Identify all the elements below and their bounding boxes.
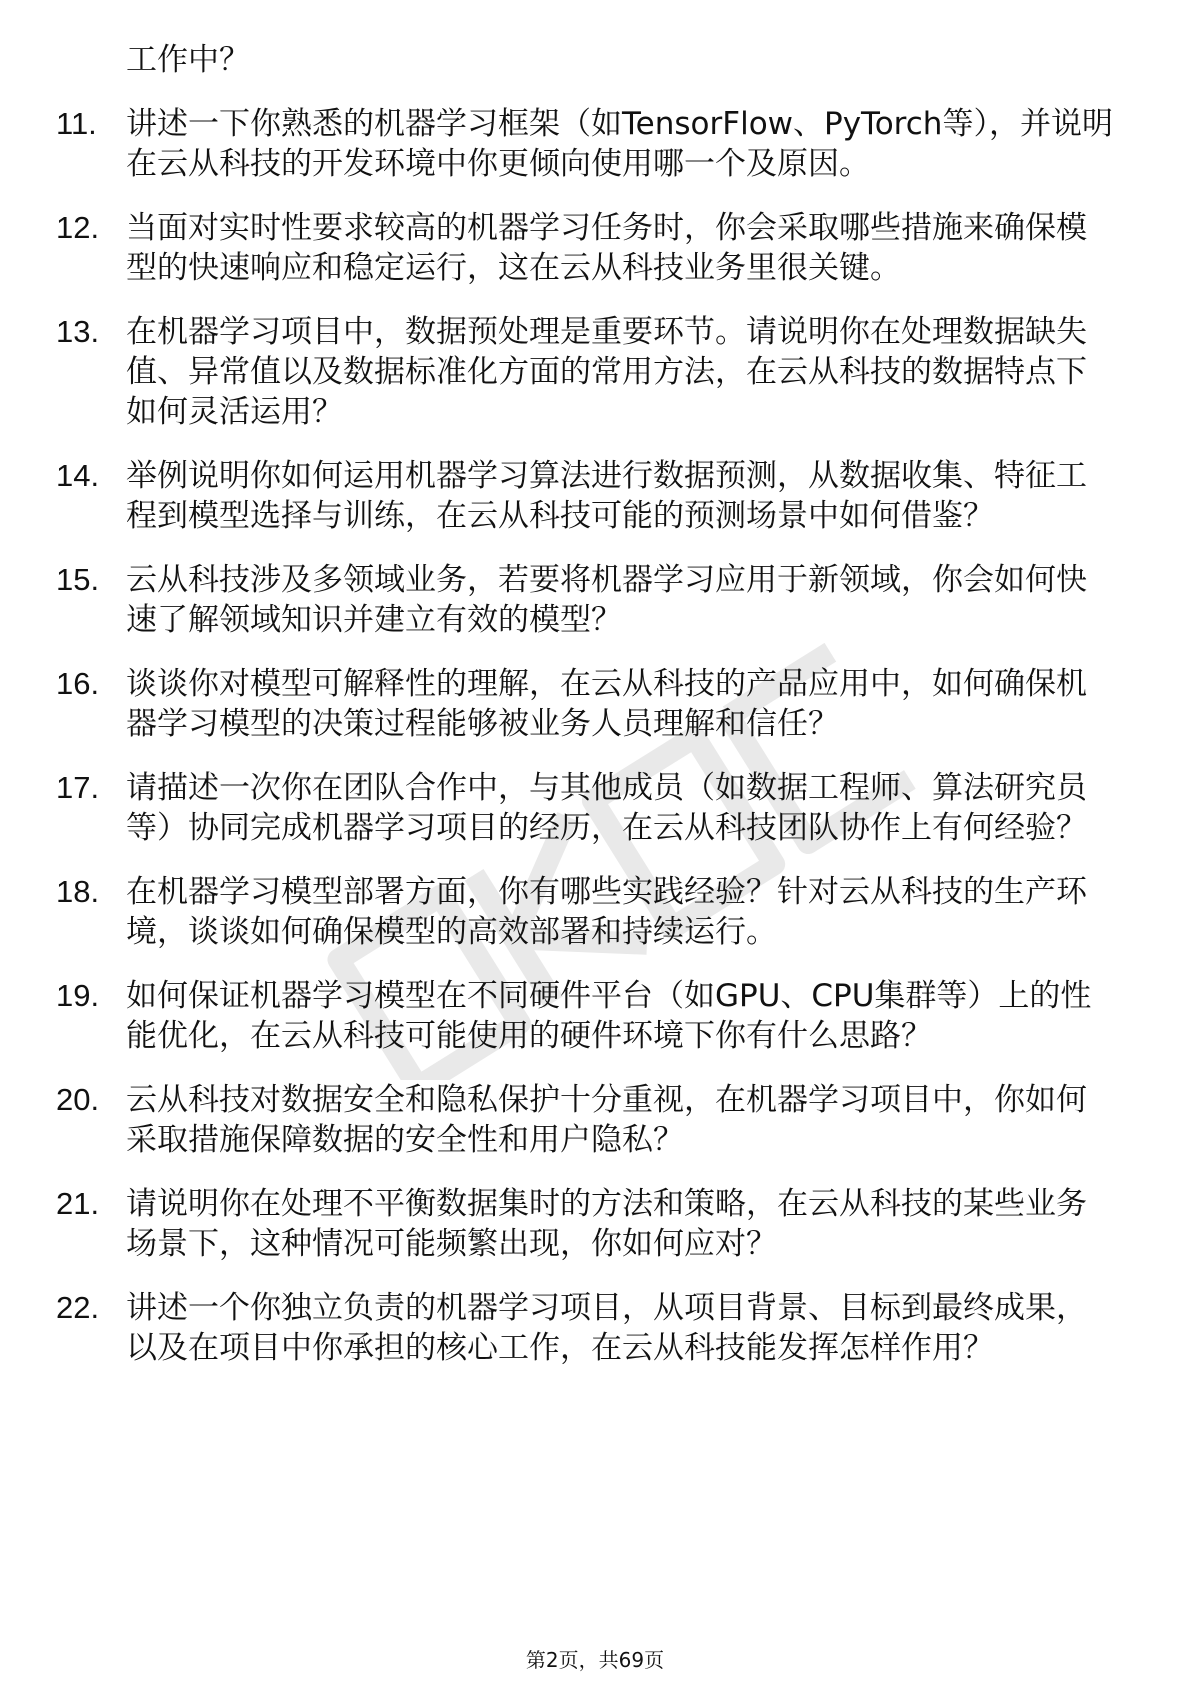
question-item — [56, 208, 1116, 288]
question-item — [56, 1080, 1116, 1160]
question-item — [56, 560, 1116, 640]
question-item — [56, 872, 1116, 952]
question-number: 16. — [56, 666, 100, 701]
question-text: 讲述一下你熟悉的机器学习框架（如TensorFlow、PyTorch等），并说明在云从科技的开发环境中你更倾向使用哪一个及原因。 — [126, 106, 1113, 182]
question-number: 14. — [56, 458, 100, 493]
question-item — [56, 312, 1116, 432]
question-text: 请说明你在处理不平衡数据集时的方法和策略，在云从科技的某些业务场景下，这种情况可能频繁出现，你如何应对？ — [126, 1186, 1087, 1262]
question-number: 11. — [56, 106, 97, 141]
continuation-text: 工作中？ — [126, 42, 250, 78]
question-list — [56, 104, 1116, 1368]
question-text: 请描述一次你在团队合作中，与其他成员（如数据工程师、算法研究员等）协同完成机器学习项目的经历，在云从科技团队协作上有何经验？ — [126, 770, 1087, 846]
question-text: 谈谈你对模型可解释性的理解，在云从科技的产品应用中，如何确保机器学习模型的决策过程能够被业务人员理解和信任？ — [126, 666, 1087, 742]
question-number: 20. — [56, 1082, 100, 1117]
question-text: 如何保证机器学习模型在不同硬件平台（如GPU、CPU集群等）上的性能优化，在云从科技可能使用的硬件环境下你有什么思路？ — [126, 978, 1092, 1054]
question-text: 当面对实时性要求较高的机器学习任务时，你会采取哪些措施来确保模型的快速响应和稳定运行，这在云从科技业务里很关键。 — [126, 210, 1087, 286]
question-number: 15. — [56, 562, 100, 597]
question-text: 在机器学习项目中，数据预处理是重要环节。请说明你在处理数据缺失值、异常值以及数据标准化方面的常用方法，在云从科技的数据特点下如何灵活运用？ — [126, 314, 1087, 430]
question-number: 19. — [56, 978, 100, 1013]
question-number: 22. — [56, 1290, 100, 1325]
question-item — [56, 664, 1116, 744]
question-item — [56, 768, 1116, 848]
document-body — [56, 40, 1116, 1392]
question-number: 12. — [56, 210, 100, 245]
question-item — [56, 104, 1116, 184]
question-text: 在机器学习模型部署方面，你有哪些实践经验？针对云从科技的生产环境，谈谈如何确保模型的高效部署和持续运行。 — [126, 874, 1087, 950]
question-text: 云从科技对数据安全和隐私保护十分重视，在机器学习项目中，你如何采取措施保障数据的安全性和用户隐私？ — [126, 1082, 1087, 1158]
question-item — [56, 1288, 1116, 1368]
question-number: 17. — [56, 770, 100, 805]
question-text: 讲述一个你独立负责的机器学习项目，从项目背景、目标到最终成果，以及在项目中你承担的核心工作，在云从科技能发挥怎样作用？ — [126, 1290, 1087, 1366]
question-item — [56, 976, 1116, 1056]
question-number: 18. — [56, 874, 100, 909]
question-item — [56, 456, 1116, 536]
page-footer: 第2页，共69页 — [525, 1648, 665, 1672]
question-item — [56, 1184, 1116, 1264]
question-number: 21. — [56, 1186, 100, 1221]
question-number: 13. — [56, 314, 100, 349]
question-text: 云从科技涉及多领域业务，若要将机器学习应用于新领域，你会如何快速了解领域知识并建立有效的模型？ — [126, 562, 1087, 638]
question-text: 举例说明你如何运用机器学习算法进行数据预测，从数据收集、特征工程到模型选择与训练，在云从科技可能的预测场景中如何借鉴？ — [126, 458, 1087, 534]
